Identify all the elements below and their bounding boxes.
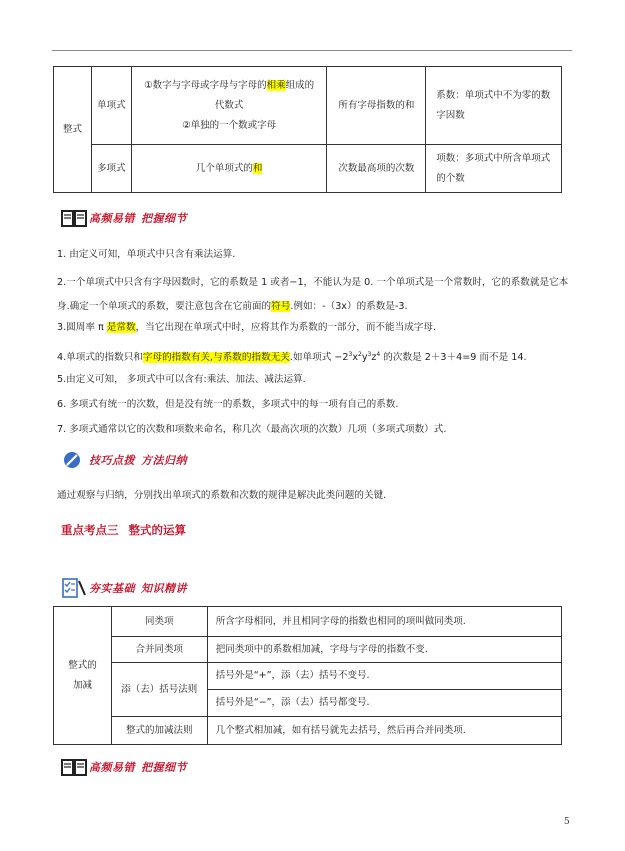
term-addition-subtraction-rule: 整式的加减法则 bbox=[111, 717, 207, 745]
desc-bracket-rule-plus: 括号外是“+”，添（去）括号不变号. bbox=[207, 663, 561, 690]
desc-combine-like-terms: 把同类项中的系数相加减，字母与字母的指数不变. bbox=[207, 637, 561, 663]
note-7: 7. 多项式通常以它的次数和项数来命名，称几次（最高次项的次数）几项（多项式项数）式. bbox=[57, 424, 447, 435]
monomial-degree: 所有字母指数的和 bbox=[327, 67, 426, 145]
desc-bracket-rule-minus: 括号外是“−”，添（去）括号都变号. bbox=[207, 690, 561, 717]
note-6: 6. 多项式有统一的次数，但是没有统一的系数，多项式中的每一项有自己的系数. bbox=[57, 399, 399, 410]
desc-like-terms: 所含字母相同，并且相同字母的指数也相同的项叫做同类项. bbox=[207, 607, 561, 637]
table2-group-label: 整式的 加减 bbox=[54, 607, 112, 745]
polynomial-label: 多项式 bbox=[91, 145, 131, 193]
desc-addition-subtraction-rule: 几个整式相加减，如有括号就先去括号，然后再合并同类项. bbox=[207, 717, 561, 745]
term-like-terms: 同类项 bbox=[111, 607, 207, 637]
tip-text: 通过观察与归纳，分别找出单项式的系数和次数的规律是解决此类问题的关键. bbox=[57, 490, 387, 501]
open-book-icon bbox=[61, 208, 87, 228]
banner-high-frequency-errors-2: 高频易错 把握细节 bbox=[61, 756, 187, 778]
term-combine-like-terms: 合并同类项 bbox=[111, 637, 207, 663]
term-bracket-rule: 添（去）括号法则 bbox=[111, 663, 207, 717]
page-number: 5 bbox=[564, 817, 570, 827]
banner-fundamentals: 夯实基础 知识精讲 bbox=[61, 577, 187, 599]
section-heading: 重点考点三 整式的运算 bbox=[61, 523, 186, 537]
note-3: 3.圆周率 π 是常数，当它出现在单项式中时，应将其作为系数的一部分，而不能当成字母. bbox=[57, 322, 437, 333]
polynomial-degree: 次数最高项的次数 bbox=[327, 145, 426, 193]
monomial-label: 单项式 bbox=[91, 67, 131, 145]
pen-icon bbox=[61, 450, 87, 470]
polynomial-operations-table bbox=[53, 606, 562, 745]
note-1: 1. 由定义可知，单项式中只含有乘法运算. bbox=[57, 249, 236, 260]
note-5: 5.由定义可知， 多项式中可以含有:乘法、加法、减法运算. bbox=[57, 374, 306, 385]
monomial-definition: ①数字与字母或字母与字母的相乘组成的 代数式 ②单独的一个数或字母 bbox=[131, 67, 327, 145]
note-2: 2.一个单项式中只含有字母因数时，它的系数是 1 或者−1，不能认为是 0. 一个单项式是一个常数时，它的系数就是它本身.确定一个单项式的系数，要注意包含在它前面的符号.例如：-（3x）的系数是-3. bbox=[57, 277, 569, 312]
header-rule bbox=[52, 50, 572, 51]
monomial-coefficient: 系数：单项式中不为零的数字因数 bbox=[426, 67, 562, 145]
polynomial-definition: 几个单项式的和 bbox=[131, 145, 327, 193]
checklist-icon bbox=[61, 578, 87, 598]
banner-high-frequency-errors: 高频易错 把握细节 bbox=[61, 207, 187, 229]
note-4: 4.单项式的指数只和字母的指数有关,与系数的指数无关.如单项式 $-2^3x^2y^3z^4$ 的次数是 2＋3＋4=9 而不是 14. bbox=[57, 351, 527, 363]
open-book-icon bbox=[61, 757, 87, 777]
row-group-label: 整式 bbox=[54, 67, 92, 193]
banner-tips: 技巧点拨 方法归纳 bbox=[61, 449, 187, 471]
polynomial-definition-table bbox=[53, 66, 562, 193]
polynomial-terms: 项数：多项式中所含单项式的个数 bbox=[426, 145, 562, 193]
